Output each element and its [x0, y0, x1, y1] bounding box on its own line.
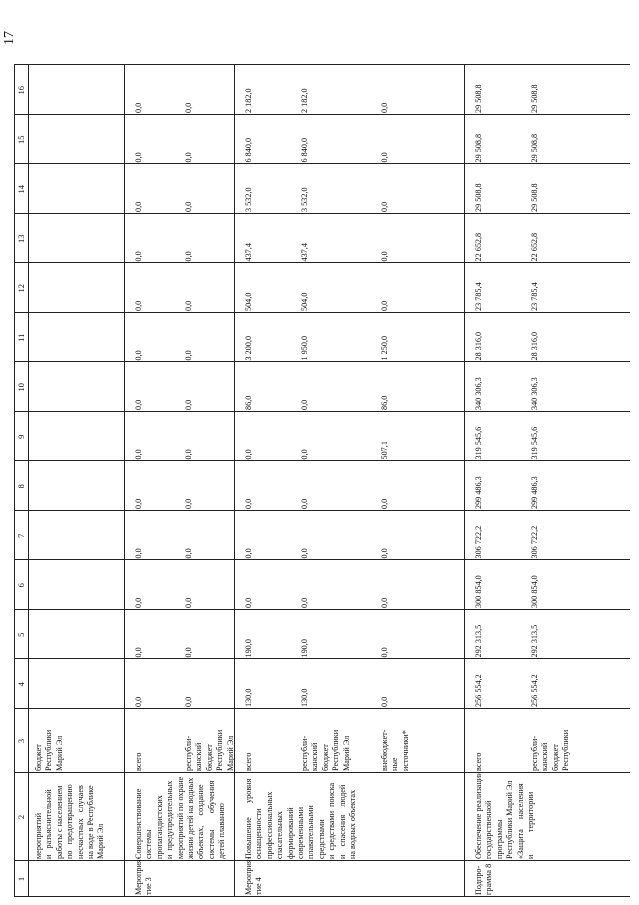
- row-5-value-12: 0,0: [380, 300, 389, 311]
- row-5-value-11: 1 250,0: [380, 335, 389, 361]
- row-6-value-15: 29 508,8: [474, 133, 483, 163]
- row-7-value-7: 306 722,2: [530, 525, 539, 559]
- row-7-value-14: 29 508,8: [530, 183, 539, 212]
- row-3-value-9: 0,0: [244, 449, 253, 460]
- row-2-value-5: 0,0: [184, 647, 193, 658]
- table-column-divider: [14, 708, 630, 709]
- row-4-value-7: 0,0: [300, 548, 309, 559]
- row-6-value-9: 319 545,6: [474, 426, 483, 460]
- row-5-value-4: 0,0: [380, 696, 389, 707]
- row-5-value-8: 0,0: [380, 498, 389, 509]
- column-number: 12: [16, 284, 26, 293]
- row-0-col3: бюджет Республики Марий Эл: [34, 729, 64, 771]
- table-column-divider: [14, 362, 630, 363]
- column-number: 8: [16, 484, 26, 489]
- row-7-value-15: 29 508,8: [530, 133, 539, 163]
- row-1-value-13: 0,0: [134, 251, 143, 262]
- row-4-value-12: 504,0: [300, 292, 309, 311]
- row-1-value-15: 0,0: [134, 152, 143, 163]
- table-column-divider: [14, 411, 630, 412]
- row-6-col2: Обеспечение реализации государственной программы Республики Марий Эл «Защита населения и территории: [474, 771, 536, 859]
- row-6-value-5: 292 313,5: [474, 624, 483, 658]
- row-2-value-6: 0,0: [184, 597, 193, 608]
- row-3-value-10: 86,0: [244, 395, 253, 410]
- row-6-value-10: 340 306,3: [474, 377, 483, 410]
- table-column-divider: [14, 164, 630, 165]
- row-1-value-4: 0,0: [134, 696, 143, 707]
- column-number: 13: [16, 234, 26, 243]
- table-column-divider: [14, 772, 630, 773]
- row-4-value-15: 6 840,0: [300, 137, 309, 163]
- row-4-value-4: 130,0: [300, 688, 309, 707]
- row-1-value-8: 0,0: [134, 498, 143, 509]
- row-3-value-4: 130,0: [244, 688, 253, 707]
- row-2-value-10: 0,0: [184, 399, 193, 410]
- column-number: 15: [16, 135, 26, 144]
- table-column-divider: [14, 213, 630, 214]
- row-2-col3: республи- канский бюджет Республики Марий Эл: [184, 729, 235, 771]
- row-4-value-6: 0,0: [300, 597, 309, 608]
- column-number: 11: [16, 333, 26, 342]
- column-number: 16: [16, 86, 26, 95]
- row-7-value-12: 23 785,4: [530, 282, 539, 311]
- column-number: 14: [16, 185, 26, 194]
- row-2-value-15: 0,0: [184, 152, 193, 163]
- row-4-value-16: 2 182,0: [300, 88, 309, 113]
- row-1-value-9: 0,0: [134, 449, 143, 460]
- row-separator: [124, 66, 125, 898]
- column-number: 10: [16, 383, 26, 392]
- row-6-value-4: 256 554,2: [474, 674, 483, 707]
- row-separator: [234, 66, 235, 898]
- row-1-col1: Мероприя- тие 3: [134, 856, 154, 895]
- row-3-value-14: 3 532,0: [244, 187, 253, 212]
- row-5-value-9: 507,1: [380, 441, 389, 460]
- row-4-value-14: 3 532,0: [300, 187, 309, 212]
- row-0-col2: мероприятий и разъяснительной работы с населением по предотвращению несчастных случаев на воде в Республике Марий Эл: [34, 784, 106, 859]
- row-6-value-11: 28 316,0: [474, 331, 483, 361]
- row-1-value-10: 0,0: [134, 399, 143, 410]
- row-3-value-5: 190,0: [244, 639, 253, 658]
- row-1-value-12: 0,0: [134, 300, 143, 311]
- column-number: 7: [16, 533, 26, 538]
- row-5-value-14: 0,0: [380, 201, 389, 212]
- table-column-divider: [14, 896, 630, 897]
- row-5-value-13: 0,0: [380, 251, 389, 262]
- row-7-value-10: 340 306,3: [530, 377, 539, 410]
- column-number: 6: [16, 583, 26, 588]
- row-3-col1: Мероприя- тие 4: [244, 856, 264, 895]
- page-number: 17: [2, 31, 17, 45]
- row-3-value-13: 437,4: [244, 243, 253, 262]
- row-5-value-16: 0,0: [380, 102, 389, 113]
- row-5-value-7: 0,0: [380, 548, 389, 559]
- row-5-value-10: 86,0: [380, 395, 389, 410]
- row-4-value-9: 0,0: [300, 449, 309, 460]
- row-7-value-5: 292 313,5: [530, 624, 539, 658]
- row-separator: [464, 66, 465, 898]
- row-6-col3: всего: [474, 752, 483, 771]
- row-3-value-15: 6 840,0: [244, 137, 253, 163]
- table-column-divider: [14, 510, 630, 511]
- table-column-divider: [14, 609, 630, 610]
- row-7-value-6: 300 854,0: [530, 575, 539, 608]
- row-7-value-9: 319 545,6: [530, 426, 539, 460]
- row-2-value-14: 0,0: [184, 201, 193, 212]
- row-7-value-4: 256 554,2: [530, 674, 539, 707]
- row-2-value-4: 0,0: [184, 696, 193, 707]
- table-column-divider: [14, 860, 630, 861]
- row-5-value-6: 0,0: [380, 597, 389, 608]
- row-3-value-11: 3 200,0: [244, 335, 253, 361]
- row-7-value-11: 28 316,0: [530, 331, 539, 361]
- table-column-divider: [14, 659, 630, 660]
- row-6-value-12: 23 785,4: [474, 282, 483, 311]
- row-3-value-6: 0,0: [244, 597, 253, 608]
- row-4-col3: республи- канский бюджет Республики Марий Эл: [300, 729, 351, 771]
- row-4-value-11: 1 950,0: [300, 335, 309, 361]
- row-1-value-14: 0,0: [134, 201, 143, 212]
- row-3-value-8: 0,0: [244, 498, 253, 509]
- column-number: 1: [16, 876, 26, 882]
- table-column-divider: [14, 114, 630, 115]
- table-header-rule: [28, 66, 29, 898]
- row-4-value-13: 437,4: [300, 243, 309, 262]
- row-4-value-10: 0,0: [300, 399, 309, 410]
- row-2-value-11: 0,0: [184, 350, 193, 361]
- row-6-col1: Подпро- грамма 8: [474, 863, 494, 895]
- row-3-value-7: 0,0: [244, 548, 253, 559]
- row-4-value-8: 0,0: [300, 498, 309, 509]
- table-column-divider: [14, 65, 630, 66]
- table-column-divider: [14, 560, 630, 561]
- row-2-value-12: 0,0: [184, 300, 193, 311]
- table-column-divider: [14, 263, 630, 264]
- row-3-col2: Повышение уровня оснащенности профессиональных спасательных формирований современными плавательными средствами и средствами поиска и спасения людей на водных объектах: [244, 778, 358, 859]
- row-7-col3: республи- канский бюджет Республики: [530, 729, 571, 771]
- row-6-value-16: 29 508,8: [474, 84, 483, 113]
- row-5-value-15: 0,0: [380, 152, 389, 163]
- table-column-divider: [14, 461, 630, 462]
- row-2-value-8: 0,0: [184, 498, 193, 509]
- row-4-value-5: 190,0: [300, 639, 309, 658]
- row-6-value-7: 306 722,2: [474, 525, 483, 559]
- row-6-value-8: 299 486,3: [474, 476, 483, 509]
- row-2-value-7: 0,0: [184, 548, 193, 559]
- row-1-value-16: 0,0: [134, 102, 143, 113]
- column-number: 9: [16, 434, 26, 439]
- row-5-col3: внебюджет- ные источники*: [380, 729, 410, 771]
- row-1-value-7: 0,0: [134, 548, 143, 559]
- column-number: 3: [16, 738, 26, 744]
- row-2-value-13: 0,0: [184, 251, 193, 262]
- row-1-value-6: 0,0: [134, 597, 143, 608]
- row-6-value-6: 300 854,0: [474, 575, 483, 608]
- row-1-value-11: 0,0: [134, 350, 143, 361]
- row-5-value-5: 0,0: [380, 647, 389, 658]
- row-1-value-5: 0,0: [134, 647, 143, 658]
- row-7-value-8: 299 486,3: [530, 476, 539, 509]
- column-number: 4: [16, 682, 26, 687]
- row-7-value-13: 22 652,8: [530, 232, 539, 262]
- row-3-value-16: 2 182,0: [244, 88, 253, 113]
- table-column-divider: [14, 312, 630, 313]
- row-1-col2: Совершенствование системы пропагандистских и предупредительных мероприятий по охране жизни детей на водных объектах, создание системы обучения детей плаванию: [134, 776, 227, 859]
- row-6-value-14: 29 508,8: [474, 183, 483, 212]
- row-3-col3: всего: [244, 752, 253, 771]
- column-number: 2: [16, 814, 26, 820]
- column-number: 5: [16, 632, 26, 637]
- row-7-value-16: 29 508,8: [530, 84, 539, 113]
- row-6-value-13: 22 652,8: [474, 232, 483, 262]
- row-3-value-12: 504,0: [244, 292, 253, 311]
- row-2-value-16: 0,0: [184, 102, 193, 113]
- table-top-rule: [14, 66, 15, 898]
- row-1-col3: всего: [134, 752, 143, 771]
- row-2-value-9: 0,0: [184, 449, 193, 460]
